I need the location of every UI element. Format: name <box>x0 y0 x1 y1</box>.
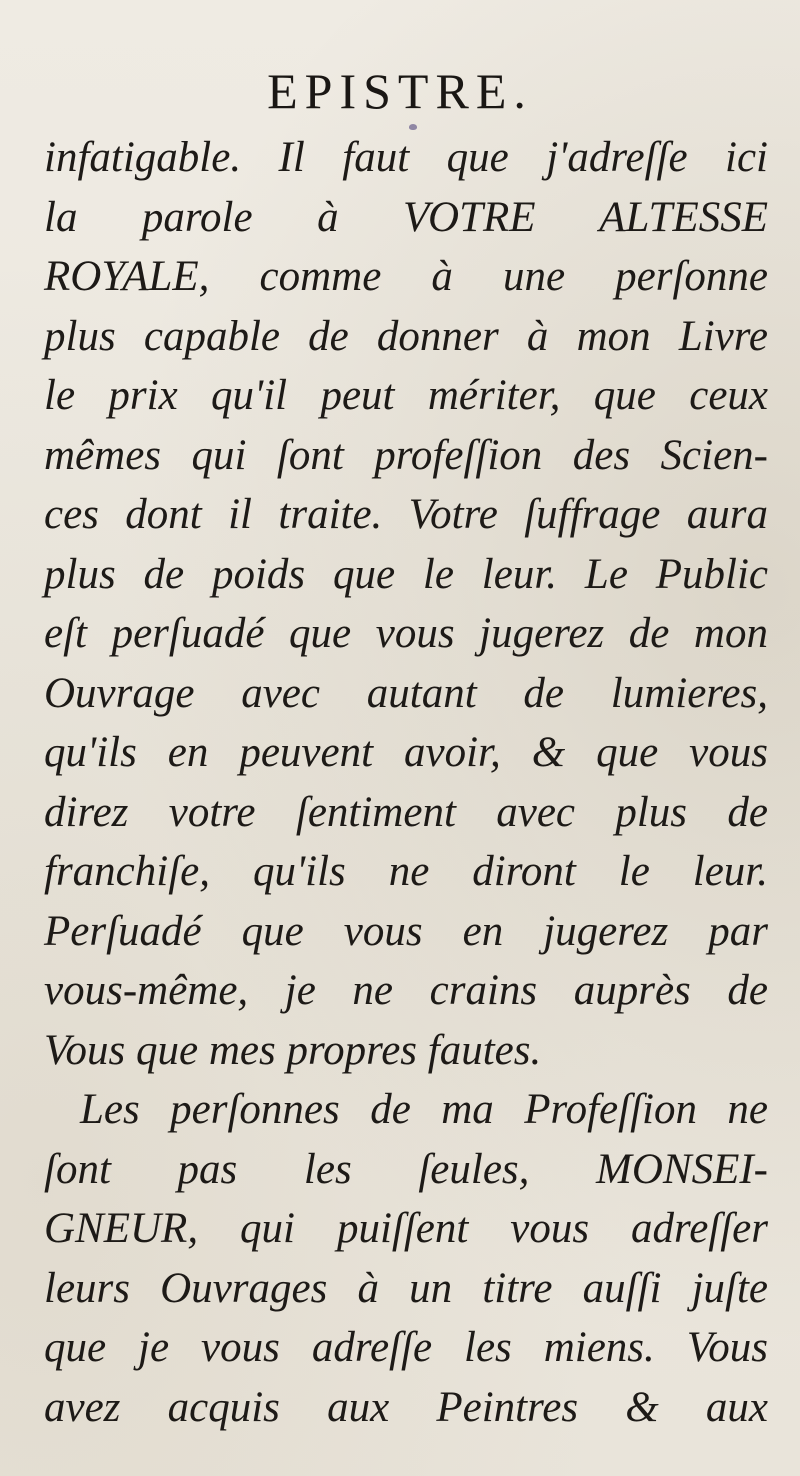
text-line: ROYALE, comme à une perſonne <box>44 253 768 300</box>
text-line: la parole à VOTRE ALTESSE <box>44 193 768 241</box>
text-line: vous-même, je ne crains auprès de <box>44 967 768 1014</box>
body-text <box>44 128 768 1437</box>
text-line: Vous que mes propres fautes. <box>44 1026 542 1074</box>
text-line: GNEUR, qui puiſſent vous adreſſer <box>44 1205 768 1252</box>
text-line: avez acquis aux Peintres & aux <box>44 1383 768 1431</box>
text-line: leurs Ouvrages à un titre auſſi juſte <box>44 1264 768 1312</box>
text-line: franchiſe, qu'ils ne diront le leur. <box>44 848 768 895</box>
text-line: que je vous adreſſe les miens. Vous <box>44 1324 768 1371</box>
text-line: direz votre ſentiment avec plus de <box>44 788 768 836</box>
text-line: qu'ils en peuvent avoir, & que vous <box>44 729 768 776</box>
text-line: ſont pas les ſeules, MONSEI- <box>44 1145 768 1193</box>
text-line: ces dont il traite. Votre ſuffrage aura <box>44 491 768 538</box>
text-line: infatigable. Il faut que j'adreſſe ici <box>44 134 768 181</box>
text-line: mêmes qui ſont profeſſion des Scien- <box>44 431 768 479</box>
text-line: eſt perſuadé que vous jugerez de mon <box>44 610 768 657</box>
text-line: plus capable de donner à mon Livre <box>44 312 768 360</box>
text-line: Perſuadé que vous en jugerez par <box>44 907 768 955</box>
text-line: le prix qu'il peut mériter, que ceux <box>44 372 768 419</box>
text-line: plus de poids que le leur. Le Public <box>44 550 768 598</box>
text-line: Ouvrage avec autant de lumieres, <box>44 669 768 717</box>
running-head: EPISTRE. <box>267 63 533 119</box>
text-line: Les perſonnes de ma Profeſſion ne <box>80 1086 768 1133</box>
